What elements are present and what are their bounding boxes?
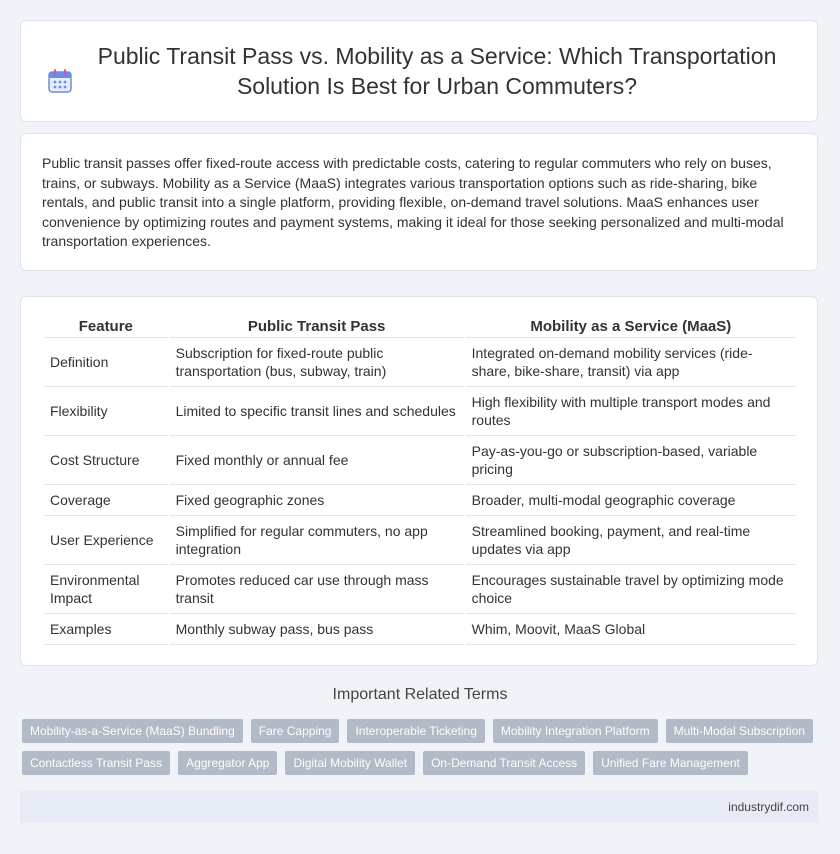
tag-on-demand-transit-access[interactable]: On-Demand Transit Access	[423, 751, 585, 775]
cell-maas: Integrated on-demand mobility services (ride-share, bike-share, transit) via app	[466, 338, 796, 387]
cell-maas: Encourages sustainable travel by optimizing mode choice	[466, 565, 796, 614]
tag-digital-mobility-wallet[interactable]: Digital Mobility Wallet	[285, 751, 415, 775]
comparison-table	[42, 316, 798, 645]
cell-feature: Cost Structure	[44, 436, 168, 485]
table-row	[44, 387, 796, 436]
table-header-row	[44, 316, 796, 338]
title-card	[20, 20, 818, 122]
table-row	[44, 485, 796, 516]
cell-maas: Whim, Moovit, MaaS Global	[466, 614, 796, 645]
cell-transit: Subscription for fixed-route public transportation (bus, subway, train)	[170, 338, 464, 387]
cell-maas: Broader, multi-modal geographic coverage	[466, 485, 796, 516]
tag-contactless-transit-pass[interactable]: Contactless Transit Pass	[22, 751, 170, 775]
cell-maas: Pay-as-you-go or subscription-based, variable pricing	[466, 436, 796, 485]
tag-aggregator-app[interactable]: Aggregator App	[178, 751, 277, 775]
table-row	[44, 565, 796, 614]
tag-fare-capping[interactable]: Fare Capping	[251, 719, 340, 743]
header-maas: Mobility as a Service (MaaS)	[466, 316, 796, 338]
comparison-card	[20, 296, 818, 666]
cell-feature: User Experience	[44, 516, 168, 565]
header-feature: Feature	[44, 316, 168, 338]
calendar-icon	[46, 67, 74, 95]
cell-feature: Examples	[44, 614, 168, 645]
footer	[20, 791, 818, 823]
intro-paragraph: Public transit passes offer fixed-route access with predictable costs, catering to regular commuters who rely on buses, trains, or subways. Mobility as a Service (MaaS) integrates various transportation options such as ride-sharing, bike rentals, and public transit into a single platform, providing flexible, on-demand travel solutions. MaaS enhances user convenience by optimizing routes and payment systems, making it ideal for those seeking personalized and multi-modal transportation experiences.	[42, 155, 784, 250]
cell-transit: Monthly subway pass, bus pass	[170, 614, 464, 645]
tag-interoperable-ticketing[interactable]: Interoperable Ticketing	[347, 719, 484, 743]
cell-feature: Definition	[44, 338, 168, 387]
tag-mobility-integration-platform[interactable]: Mobility Integration Platform	[493, 719, 658, 743]
cell-feature: Flexibility	[44, 387, 168, 436]
intro-card	[20, 133, 818, 271]
related-terms-heading: Important Related Terms	[332, 686, 508, 703]
page-title: Public Transit Pass vs. Mobility as a Service: Which Transportation Solution Is Best for Urban Commuters?	[97, 43, 777, 99]
table-row	[44, 338, 796, 387]
table-row	[44, 436, 796, 485]
tag-multi-modal-subscription[interactable]: Multi-Modal Subscription	[666, 719, 813, 743]
footer-site[interactable]: industrydif.com	[728, 800, 809, 814]
cell-feature: Environmental Impact	[44, 565, 168, 614]
cell-transit: Limited to specific transit lines and schedules	[170, 387, 464, 436]
tag-unified-fare-management[interactable]: Unified Fare Management	[593, 751, 748, 775]
tag-maas-bundling[interactable]: Mobility-as-a-Service (MaaS) Bundling	[22, 719, 243, 743]
cell-transit: Simplified for regular commuters, no app integration	[170, 516, 464, 565]
cell-maas: High flexibility with multiple transport modes and routes	[466, 387, 796, 436]
related-terms-tags	[22, 719, 822, 775]
table-row	[44, 516, 796, 565]
cell-transit: Fixed monthly or annual fee	[170, 436, 464, 485]
cell-transit: Fixed geographic zones	[170, 485, 464, 516]
table-row	[44, 614, 796, 645]
cell-maas: Streamlined booking, payment, and real-time updates via app	[466, 516, 796, 565]
cell-feature: Coverage	[44, 485, 168, 516]
header-public-transit-pass: Public Transit Pass	[170, 316, 464, 338]
cell-transit: Promotes reduced car use through mass transit	[170, 565, 464, 614]
